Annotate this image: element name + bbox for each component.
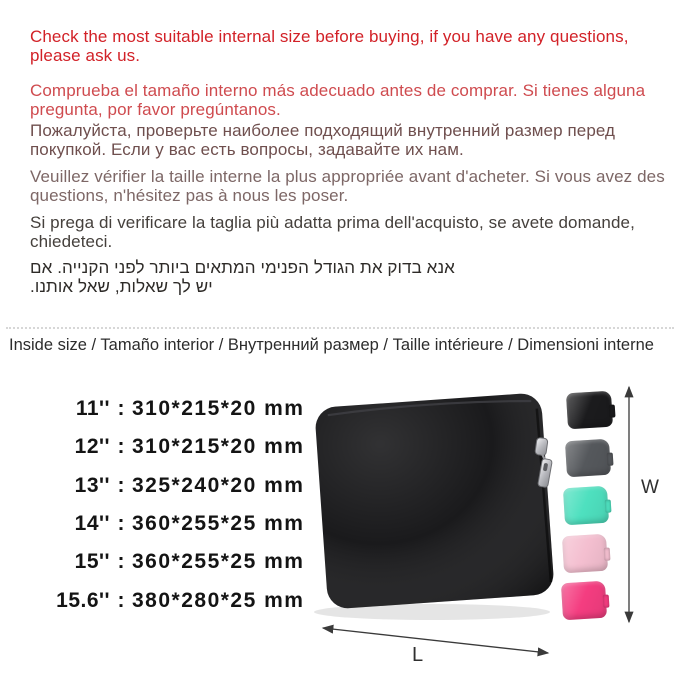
color-swatch-dark-gray — [565, 439, 611, 478]
size-separator: : — [117, 588, 125, 612]
size-separator: : — [117, 435, 125, 459]
section-divider — [6, 327, 674, 329]
notice-french: Veuillez vérifier la taille interne la plus appropriée avant d'acheter. Si vous avez des questions, n'hésitez pas à nous les poser. — [30, 167, 665, 205]
size-separator: : — [117, 512, 125, 536]
width-dimension-label: W — [641, 477, 659, 498]
size-dimensions: 325*240*20 mm — [132, 473, 305, 497]
notice-english: Check the most suitable internal size before buying, if you have any questions, please ask us. — [30, 27, 629, 65]
size-label: 15.6'' — [56, 588, 110, 612]
size-dimensions: 310*215*20 mm — [132, 397, 305, 421]
size-label: 14'' — [74, 512, 110, 536]
laptop-sleeve-photo — [314, 392, 555, 609]
size-separator: : — [117, 550, 125, 574]
size-separator: : — [117, 397, 125, 421]
size-dimensions: 360*255*25 mm — [132, 512, 305, 536]
horizontal-double-arrow-icon — [323, 628, 548, 653]
size-dimensions: 310*215*20 mm — [132, 435, 305, 459]
length-dimension-label: L — [412, 644, 424, 666]
notice-italian: Si prega di verificare la taglia più adatta prima dell'acquisto, se avete domande, chiedeteci. — [30, 213, 635, 251]
notice-russian: Пожалуйста, проверьте наиболее подходящий внутренний размер перед покупкой. Если у вас есть вопросы, задавайте их нам. — [30, 121, 616, 159]
notice-hebrew: אנא בדוק את הגודל הפנימי המתאים ביותר לפני הקנייה. אם יש לך שאלות, שאל אותנו. — [30, 258, 455, 296]
size-separator: : — [117, 473, 125, 497]
color-swatch-black — [566, 391, 613, 430]
size-dimensions: 380*280*25 mm — [132, 588, 305, 612]
size-label: 15'' — [74, 550, 110, 574]
size-label: 12'' — [74, 435, 110, 459]
notice-spanish: Comprueba el tamaño interno más adecuado antes de comprar. Si tienes alguna pregunta, por favor pregúntanos. — [30, 81, 646, 119]
inside-size-heading: Inside size / Tamaño interior / Внутренний размер / Taille intérieure / Dimensioni interne — [9, 336, 654, 354]
size-label: 13'' — [74, 473, 110, 497]
color-swatch-mint-green — [563, 486, 609, 526]
color-swatch-hot-pink — [561, 581, 607, 621]
color-swatch-light-pink — [562, 534, 608, 574]
size-label: 11'' — [75, 397, 110, 421]
size-dimensions: 360*255*25 mm — [132, 550, 305, 574]
sleeve-sheen — [314, 392, 555, 609]
